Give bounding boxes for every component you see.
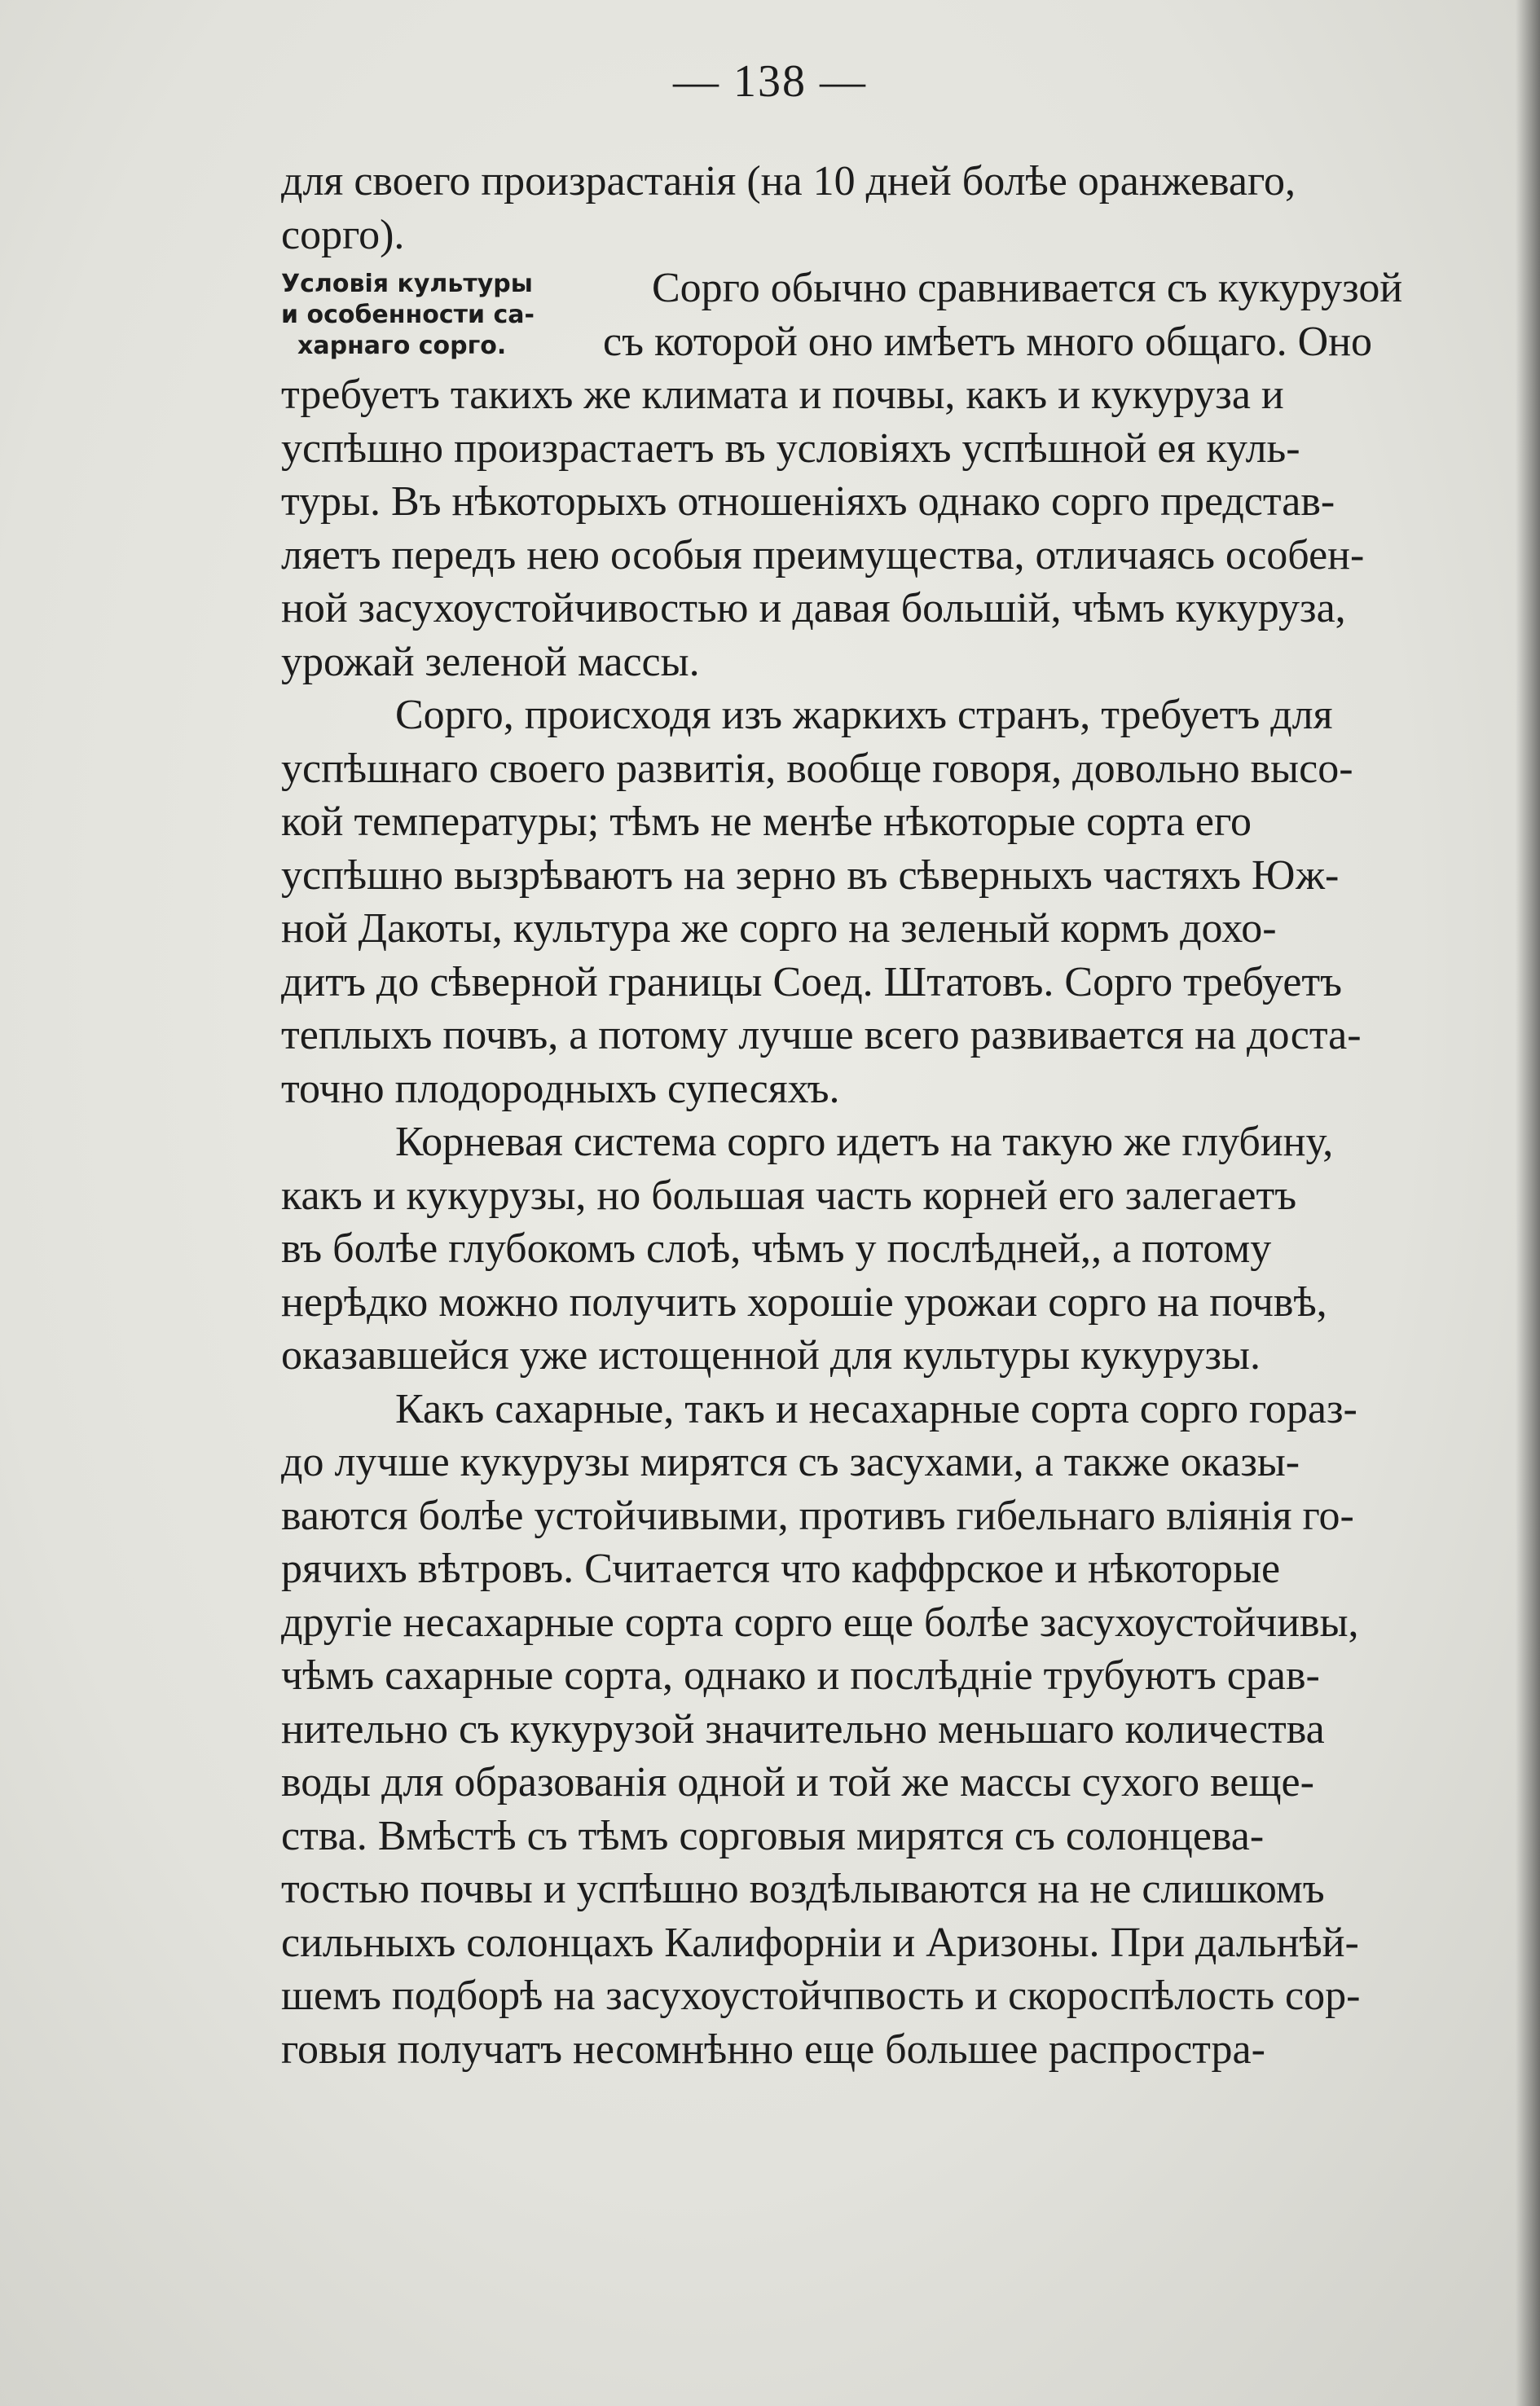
text-line: Сорго, происходя изъ жаркихъ странъ, требуетъ для: [395, 692, 1333, 738]
spine-shadow: [1516, 0, 1540, 2406]
margin-heading-line: Условія культуры: [281, 270, 533, 298]
text-line: успѣшно вызрѣваютъ на зерно въ сѣверныхъ частяхъ Юж-: [281, 851, 1340, 899]
text-line: говыя получатъ несомнѣнно еще большее распростра-: [281, 2026, 1265, 2073]
text-line: нерѣдко можно получить хорошіе урожаи сорго на почвѣ,: [281, 1278, 1327, 1326]
text-line: ной засухоустойчивостью и давая большій, чѣмъ кукуруза,: [281, 585, 1346, 631]
text-line: Корневая система сорго идетъ на такую же глубину,: [395, 1119, 1334, 1165]
text-line: ства. Вмѣстѣ съ тѣмъ сорговыя мирятся съ солонцева-: [281, 1812, 1265, 1859]
page-number: — 138 —: [673, 56, 867, 107]
margin-heading: [281, 269, 607, 362]
text-line: успѣшнаго своего развитія, вообще говоря, довольно высо-: [281, 745, 1353, 792]
body-text: [281, 368, 1503, 2076]
text-line: точно плодородныхъ супесяхъ.: [281, 1065, 840, 1112]
text-line: ной Дакоты, культура же сорго на зеленый кормъ дохо-: [281, 905, 1277, 952]
text-line: чѣмъ сахарные сорта, однако и послѣдніе трубуютъ срав-: [281, 1652, 1320, 1699]
text-line: другіе несахарные сорта сорго еще болѣе засухоустойчивы,: [281, 1599, 1359, 1646]
text-line: теплыхъ почвъ, а потому лучше всего развивается на доста-: [281, 1012, 1362, 1058]
margin-heading-line: и особенности са-: [281, 301, 535, 329]
text-line: дитъ до сѣверной границы Соед. Штатовъ. Сорго требуетъ: [281, 958, 1343, 1005]
text-line: Сорго обычно сравнивается съ кукурузой: [652, 265, 1403, 311]
text-line: для своего произрастанія (на 10 дней болѣе оранжеваго,: [281, 158, 1296, 205]
text-line: шемъ подборѣ на засухоустойчпвость и скороспѣлость сор-: [281, 1973, 1361, 2019]
text-line: сорго).: [281, 211, 405, 258]
text-line: оказавшейся уже истощенной для культуры кукурузы.: [281, 1332, 1261, 1379]
text-line: ваются болѣе устойчивыми, противъ гибельнаго вліянія го-: [281, 1492, 1354, 1539]
text-line: рячихъ вѣтровъ. Считается что каффрское и нѣкоторые: [281, 1546, 1281, 1592]
opening-lines: [281, 155, 1503, 262]
text-line: тостью почвы и успѣшно воздѣлываются на не слишкомъ: [281, 1866, 1325, 1912]
text-line: до лучше кукурузы мирятся съ засухами, а также оказы-: [281, 1439, 1300, 1485]
text-line: воды для образованія одной и той же массы сухого веще-: [281, 1759, 1314, 1806]
text-line: какъ и кукурузы, но большая часть корней его залегаетъ: [281, 1172, 1297, 1219]
heading-adjacent-lines: [603, 262, 1503, 368]
text-line: урожай зеленой массы.: [281, 638, 700, 685]
text-line: требуетъ такихъ же климата и почвы, какъ и кукуруза и: [281, 372, 1284, 418]
text-line: сильныхъ солонцахъ Калифорніи и Аризоны. При дальнѣй-: [281, 1919, 1359, 1966]
text-line: успѣшно произрастаетъ въ условіяхъ успѣшной ея куль-: [281, 424, 1300, 472]
text-line: ляетъ передъ нею особыя преимущества, отличаясь особен-: [281, 531, 1365, 578]
text-line: Какъ сахарные, такъ и несахарные сорта сорго гораз-: [395, 1385, 1357, 1432]
text-line: туры. Въ нѣкоторыхъ отношеніяхъ однако сорго представ-: [281, 478, 1335, 525]
text-line: нительно съ кукурузой значительно меньшаго количества: [281, 1705, 1325, 1753]
text-line: кой температуры; тѣмъ не менѣе нѣкоторые сорта его: [281, 798, 1252, 845]
margin-heading-line: харнаго сорго.: [297, 332, 507, 360]
text-line: въ болѣе глубокомъ слоѣ, чѣмъ у послѣдней,, а потому: [281, 1225, 1272, 1272]
text-line: съ которой оно имѣетъ много общаго. Оно: [603, 318, 1373, 365]
